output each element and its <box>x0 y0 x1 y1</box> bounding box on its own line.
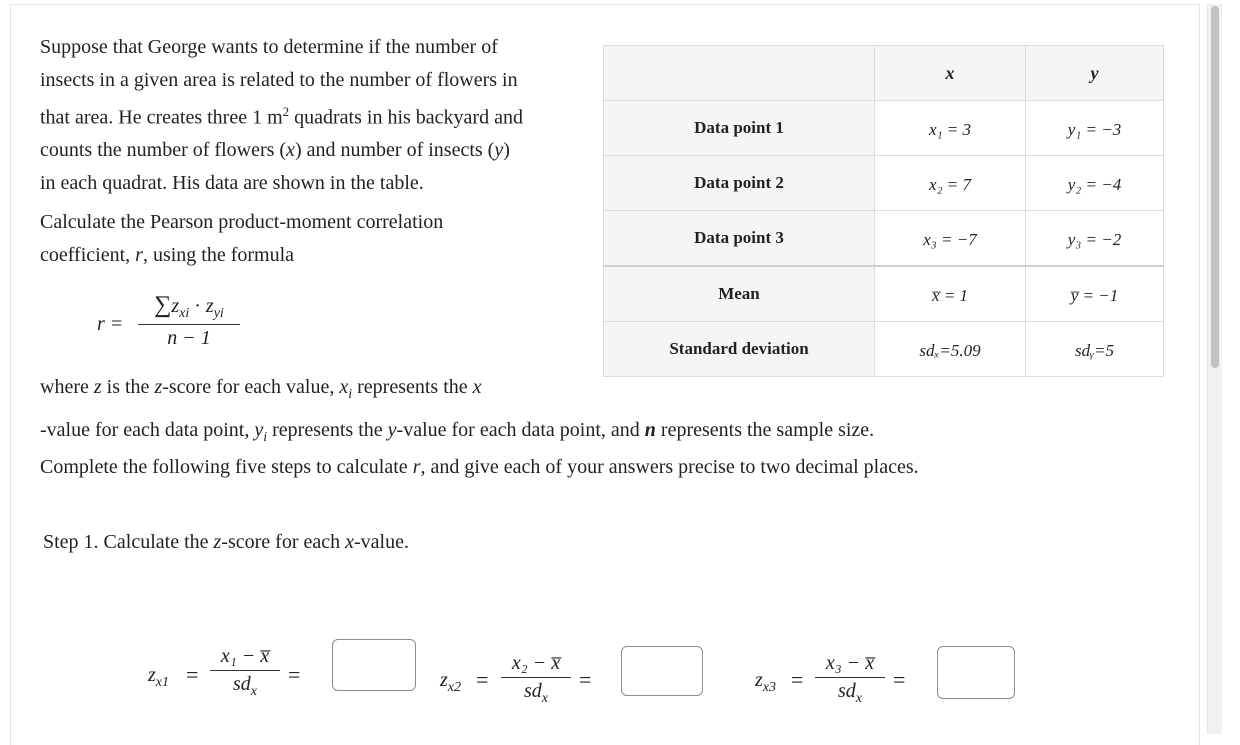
zx3-label <box>755 669 776 696</box>
zx2-fraction <box>501 652 571 707</box>
intro-line: Suppose that George wants to determine if the number of <box>40 36 498 58</box>
sigma-symbol: ∑ <box>154 292 172 318</box>
table-row <box>604 156 1164 211</box>
text: -score for each value, <box>162 376 340 398</box>
var-n: n <box>644 418 656 441</box>
step1-heading <box>43 526 409 559</box>
var-z: z <box>93 376 102 398</box>
cell-value: y₃ = −2 <box>1067 230 1122 249</box>
cell-value: y̅ = −1 <box>1070 286 1119 305</box>
equals-sign: = <box>288 662 301 687</box>
subscript: xi <box>179 306 190 321</box>
zx2-label <box>440 669 461 696</box>
dot-operator: · <box>189 295 206 317</box>
table-row <box>604 322 1164 377</box>
table-row <box>604 101 1164 156</box>
text: -value for each data point, <box>40 418 255 441</box>
subscript: x3 <box>762 680 777 695</box>
pearson-formula <box>138 292 240 350</box>
var-y: y <box>254 418 264 441</box>
scrollbar-thumb[interactable] <box>1211 6 1219 368</box>
row-label: Standard deviation <box>604 322 875 377</box>
text: , and give each of your answers precise to two decimal places. <box>420 456 919 478</box>
calc-text: , using the formula <box>142 243 295 266</box>
formula-denominator: n − 1 <box>167 327 211 349</box>
calc-text: coefficient, <box>40 243 136 266</box>
var-z: z <box>755 669 763 691</box>
fraction-numerator: x₁ − x̅ <box>210 645 280 671</box>
intro-text: that area. He creates three 1 m <box>40 106 283 129</box>
cell-value: sdₓ=5.09 <box>919 341 981 360</box>
fraction-denominator <box>501 678 571 707</box>
cell-value: y₁ = −3 <box>1067 120 1122 139</box>
intro-line: insects in a given area is related to the number of flowers in <box>40 68 518 91</box>
zx1-fraction <box>210 645 280 700</box>
superscript-2: 2 <box>282 104 290 119</box>
intro-line <box>40 134 523 167</box>
where-line <box>40 414 874 455</box>
row-label: Data point 2 <box>604 156 875 211</box>
var-z: z <box>154 376 163 398</box>
subscript: x1 <box>155 675 170 690</box>
row-label: Data point 1 <box>604 101 875 156</box>
subscript: x2 <box>447 680 462 695</box>
text: -score for each <box>221 531 346 553</box>
text: represents the sample size. <box>655 418 875 441</box>
intro-line: in each quadrat. His data are shown in the table. <box>40 171 424 194</box>
cell-value: y₂ = −4 <box>1067 175 1122 194</box>
subscript: i <box>348 387 353 402</box>
equals-sign: = <box>791 667 804 692</box>
subscript: yi <box>213 306 224 321</box>
cell-value: x₁ = 3 <box>929 120 971 139</box>
instructions <box>40 451 919 484</box>
var-z: z <box>213 531 222 553</box>
subscript: i <box>263 429 268 445</box>
vertical-scrollbar[interactable] <box>1207 4 1222 734</box>
zx1-label <box>148 664 169 691</box>
cell-y <box>1026 101 1164 156</box>
var-x: x <box>345 531 355 553</box>
equals-sign: = <box>476 667 489 692</box>
table-row <box>604 211 1164 267</box>
equals-sign: = <box>186 662 199 687</box>
text: sd <box>232 673 251 695</box>
text: Step 1. Calculate the <box>43 531 214 553</box>
cell-y <box>1026 156 1164 211</box>
where-paragraph <box>40 371 874 454</box>
cell-x <box>875 156 1026 211</box>
table-corner <box>604 46 875 101</box>
intro-paragraph <box>40 31 523 199</box>
text: sd <box>523 680 542 702</box>
zx3-fraction <box>815 652 885 707</box>
cell-x <box>875 101 1026 156</box>
text: Complete the following five steps to calculate <box>40 456 413 478</box>
subscript: x <box>855 691 862 706</box>
var-z: z <box>440 669 448 691</box>
cell-value: x₃ = −7 <box>923 230 977 249</box>
fraction-denominator <box>210 671 280 700</box>
zx2-answer-input[interactable] <box>621 646 703 696</box>
var-y: y <box>387 418 397 441</box>
cell-value: x̅ = 1 <box>931 286 969 305</box>
intro-text: ) and number of insects ( <box>294 139 495 162</box>
cell-y <box>1026 211 1164 267</box>
header-x: x <box>875 46 1026 101</box>
text: where <box>40 376 94 398</box>
var-x: x <box>472 376 482 398</box>
data-table <box>603 45 1164 377</box>
subscript: x <box>541 691 548 706</box>
table-row <box>604 266 1164 322</box>
table-header-row <box>604 46 1164 101</box>
row-label: Mean <box>604 266 875 322</box>
var-y: y <box>494 139 504 162</box>
cell-value: sdᵧ=5 <box>1074 341 1114 360</box>
text: represents the <box>267 418 388 441</box>
var-x: x <box>286 139 295 162</box>
cell-y <box>1026 266 1164 322</box>
intro-text: quadrats in his backyard and <box>289 106 523 129</box>
cell-x <box>875 211 1026 267</box>
cell-value: x₂ = 7 <box>929 175 971 194</box>
cell-y <box>1026 322 1164 377</box>
text: -value for each data point, and <box>396 418 645 441</box>
text: -value. <box>354 531 409 553</box>
cell-x <box>875 266 1026 322</box>
text: sd <box>837 680 856 702</box>
intro-text: ) <box>503 139 510 162</box>
var-z: z <box>171 295 180 317</box>
var-z: z <box>148 664 156 686</box>
equals-sign: = <box>579 667 592 692</box>
fraction-denominator <box>815 678 885 707</box>
text: is the <box>101 376 155 398</box>
fraction-numerator: x₃ − x̅ <box>815 652 885 678</box>
text: represents the <box>352 376 473 398</box>
var-z: z <box>205 295 214 317</box>
formula-lhs: r = <box>97 313 124 335</box>
where-line <box>40 371 874 412</box>
zx3-answer-input[interactable] <box>937 646 1015 699</box>
subscript: x <box>250 684 257 699</box>
calc-line: Calculate the Pearson product-moment correlation <box>40 211 444 233</box>
fraction-numerator: x₂ − x̅ <box>501 652 571 678</box>
equals-sign: = <box>893 667 906 692</box>
formula-numerator <box>138 292 240 325</box>
var-r: r <box>412 456 421 478</box>
var-x: x <box>339 376 349 398</box>
cell-x <box>875 322 1026 377</box>
header-y: y <box>1026 46 1164 101</box>
intro-line <box>40 96 523 134</box>
intro-text: counts the number of flowers ( <box>40 139 287 162</box>
zx1-answer-input[interactable] <box>332 639 416 691</box>
var-r: r <box>135 243 143 266</box>
calc-line <box>40 239 443 272</box>
row-label: Data point 3 <box>604 211 875 267</box>
calculate-paragraph <box>40 206 443 271</box>
